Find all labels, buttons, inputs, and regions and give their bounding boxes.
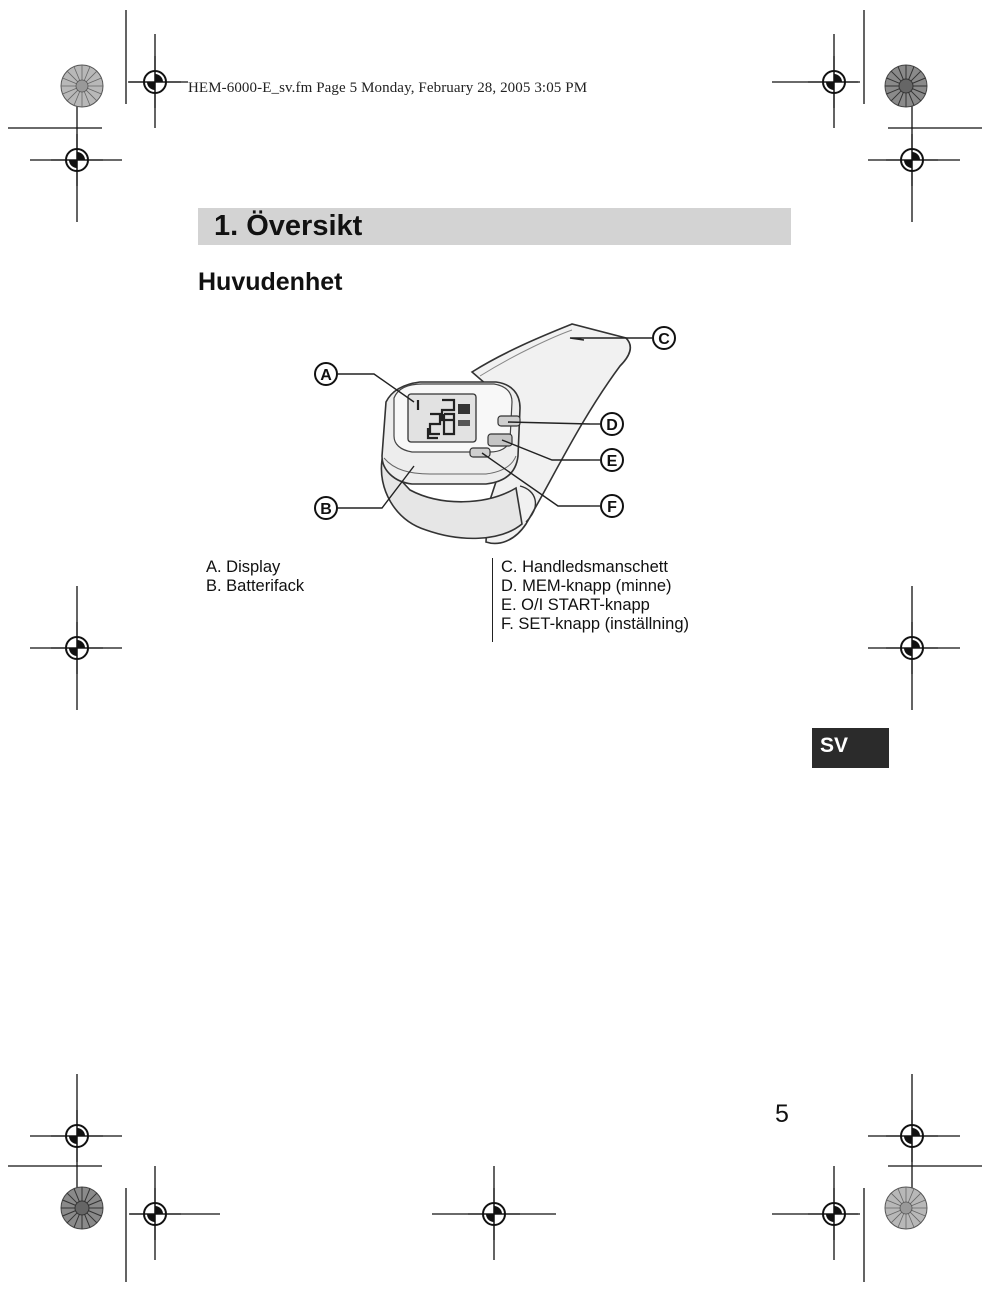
svg-text:C: C (658, 331, 670, 348)
language-tab-label: SV (820, 734, 849, 757)
section-header (198, 208, 791, 245)
legend-right (501, 558, 689, 634)
callout-c (653, 327, 675, 349)
subheading: Huvudenhet (198, 268, 343, 296)
svg-text:B: B (320, 501, 332, 518)
file-slug: HEM-6000-E_sv.fm Page 5 Monday, February 28, 2005 3:05 PM (188, 80, 588, 96)
legend-item-c: C. Handledsmanschett (501, 558, 668, 576)
svg-text:A: A (320, 367, 332, 384)
svg-text:E: E (606, 453, 618, 470)
callout-e (601, 449, 623, 471)
callout-f (601, 495, 623, 517)
section-title: 1. Översikt (214, 210, 363, 242)
callout-d (601, 413, 623, 435)
device-illustration (290, 310, 690, 550)
mem-button-shape (498, 416, 520, 426)
legend-divider (492, 558, 493, 642)
legend-item-e: E. O/I START-knapp (501, 596, 650, 614)
legend-item-a: A. Display (206, 558, 281, 576)
svg-text:D: D (606, 417, 618, 434)
page-number: 5 (775, 1100, 789, 1128)
callout-a (315, 363, 337, 385)
legend-item-b: B. Batterifack (206, 577, 305, 595)
legend-item-d: D. MEM-knapp (minne) (501, 577, 672, 595)
svg-text:F: F (607, 499, 617, 516)
language-tab (812, 728, 889, 768)
legend-item-f: F. SET-knapp (inställning) (501, 615, 690, 633)
legend-left (206, 558, 304, 596)
start-button-shape (488, 434, 512, 446)
callout-b (315, 497, 337, 519)
